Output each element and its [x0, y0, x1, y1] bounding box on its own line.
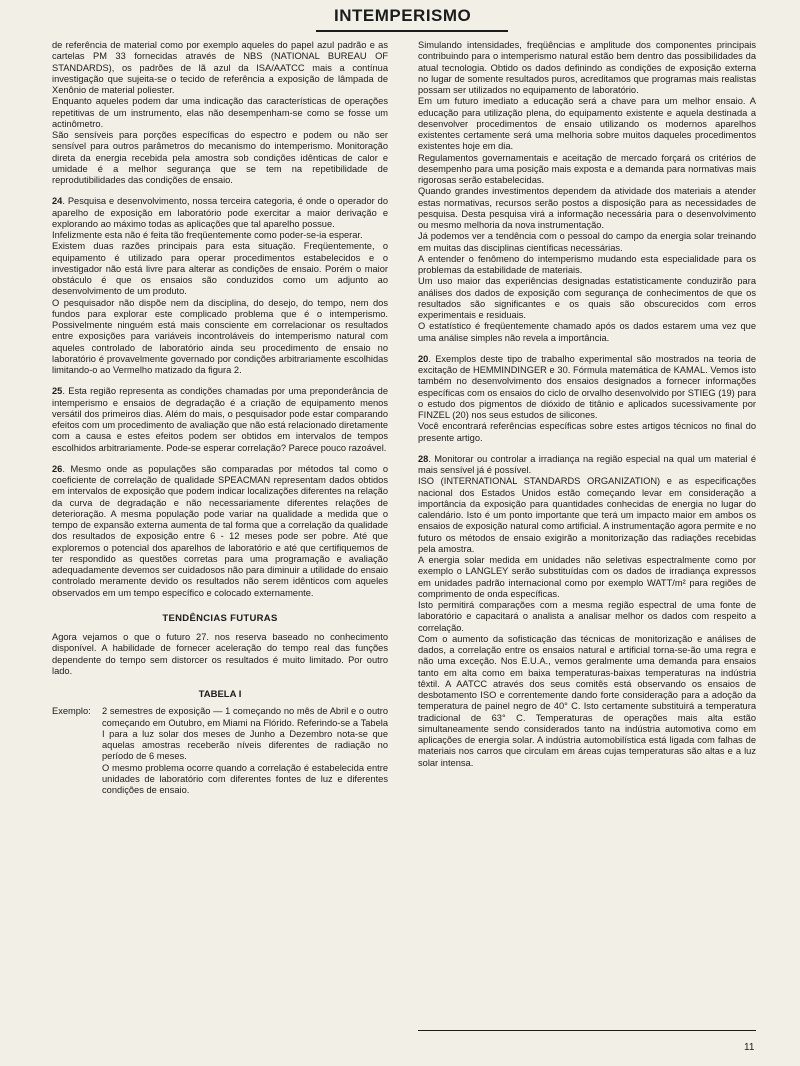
section-25-number: 25 — [52, 386, 63, 397]
header-rule — [316, 30, 508, 32]
section-28-paragraph-5: Com o aumento da sofisticação das técnicas de monitorização e análises de dados, a correlação entre os ensaios natural e artificial torna-se-ão uma regra e não uma exceção. Nos E.U.A., vemos geralmente uma demanda para ensaios tanto em alta como em baixa temperaturas-baixas temperaturas na indústria têxtil. A AATCC através dos seus comitês está observando os ensaios de desbotamento ISO e correntemente dando forte consideração para a adoção da temperatura de painel negro de 40° C. Isto certamente substituirá a temperatura tradicional de 63° C. Temperaturas de operações mais alta estão simultaneamente sendo considerados tanto na indústria automotiva como em aplicações de energia solar. A indústria automobilística está ligada com falhas de materiais nos carros que circulam em áreas cujas temperaturas são altas e a luz solar intensa. — [418, 633, 756, 768]
table-title: TABELA I — [198, 689, 242, 700]
left-paragraph-1: de referência de material como por exemplo aqueles do papel azul padrão e as cartelas PM 33 fornecidas através de NBS (NATIONAL BUREAU OF STANDARDS), os padrões de lã azul da ISA/AATCC mais a contínua investigação que sujeita-se o tecido de referência a exposição de lâmpada de Xenônio de material poliester. — [52, 40, 388, 95]
section-28-text: . Monitorar ou controlar a irradiança na região especial na qual um material é mais sensível já é possível. — [418, 453, 756, 475]
table-example-body — [102, 706, 388, 796]
section-20-text: . Exemplos deste tipo de trabalho experimental são mostrados na teoria de excitação de HEMMINDINGER e 30. Fórmula matemática de KAMAL. Vemos isto também no desenvolvimento dos ensaios designados a fornecer informações específicas com os ensaios do ciclo de orvalho desenvolvido por STIEG (19) para o estudo dos pigmentos de dióxido de titânio e aplicados sucessivamente por FINZEL (20) nos seus estudos de silicones. — [418, 353, 756, 420]
right-paragraph-5: Já podemos ver a tendência com o pessoal do campo da energia solar treinando em muitas das disciplinas científicas necessárias. — [418, 231, 756, 253]
future-paragraph: Agora vejamos o que o futuro 27. nos reserva baseado no conhecimento disponível. A habilidade de fornecer aceleração do tempo real das funções dependente do tempo sem distorcer os resultados é muito limitado. Por outro lado. — [52, 632, 388, 676]
section-20-number: 20 — [418, 353, 429, 364]
left-column — [52, 40, 388, 796]
table-example — [52, 706, 388, 796]
left-paragraph-2: Enquanto aqueles podem dar uma indicação das características de operações repetitivas de um instrumento, elas não desempenham-se como se fosse um actinômetro. — [52, 96, 388, 129]
section-25 — [52, 386, 388, 454]
footer-rule — [418, 1030, 756, 1031]
heading-future-trends: TENDÊNCIAS FUTURAS — [162, 612, 278, 624]
section-25-text: . Esta região representa as condições chamadas por uma preponderância de intemperismo e ensaios de degradação é a criação de equipamento menos versátil dos primeiros dias. Além do mais, o pesquisador pode estar comparando efeitos com um procedimento de avaliação que não está relacionado diretamente com a causa e estes efeitos podem ser obtidos em intervalos de tempos escolhidos arbitrariamente. Pode-se esperar correlação? Parece pouco razoável. — [52, 386, 388, 453]
section-24-paragraph-2: Infelizmente esta não é feita tão freqüentemente como poder-se-ia esperar. — [52, 230, 363, 240]
section-24-number: 24 — [52, 196, 63, 207]
section-26-number: 26 — [52, 463, 63, 474]
section-24 — [52, 196, 388, 230]
section-28-paragraph-3: A energia solar medida em unidades não seletivas espectralmente como por exemplo o LANGLEY serão substituídas com os dados de irradiança expressos em unidades padrão internacional como por exemplo WATT/m² para regiões de comprimento de onda específicas. — [418, 555, 756, 599]
table-example-paragraph-2: O mesmo problema ocorre quando a correlação é estabelecida entre unidades de laboratório com diferentes fontes de luz e diferentes condições de ensaio. — [102, 762, 388, 795]
table-example-paragraph-1: 2 semestres de exposição — 1 começando no mês de Abril e o outro começando em Outubro, em Miami na Flórido. Referindo-se a Tabela I para a luz solar dos meses de Junho a Dezembro nota-se que aquelas amostras receberão níveis diferentes de radiação no período de 6 meses. — [102, 706, 388, 762]
right-paragraph-2: Em um futuro imediato a educação será a chave para um melhor ensaio. A educação para utilização plena, do equipamento existente e aquela destinada a desenvolver procedimentos de ensaio utilizando os modernos aparelhos existentes certamente será uma melhoria sobre muitos daqueles procedimentos existentes hoje em dia. — [418, 96, 756, 152]
page-header — [0, 0, 800, 30]
right-paragraph-4: Quando grandes investimentos dependem da atividade dos materiais a atender estas normativas, recursos serão postos a disposição para as necessidades de pesquisa. Desta pesquisa virá a informação necessária para o desenvolvimento ou mesmo melhoria da nova instrumentação. — [418, 186, 756, 230]
section-20-paragraph-2: Você encontrará referências específicas sobre estes artigos técnicos no final do presente artigo. — [418, 421, 756, 443]
left-paragraph-3: São sensíveis para porções específicas do espectro e podem ou não ser sensível para outros parâmetros do mecanismo do intemperismo. Monitoração direta da energia recebida pela amostra sob condições idênticas de calor e umidade é a melhor segurança que se tem na repetibilidade de reprodutibilidades das condições de ensaio. — [52, 130, 388, 185]
section-24-paragraph-4: O pesquisador não dispõe nem da disciplina, do desejo, do tempo, nem dos fundos para explorar este complicado problema que é o intemperismo. Possivelmente ninguém está mais consciente em correlacionar os resultados entre exposições para variáveis incontroláveis do intemperismo natural com aqueles controlado de laboratório ainda seu procedimento de ensaio no laboratório é provavelmente governado por condições arbitrariamente escolhidas limitando-o ao Vermelho matizado da figura 2. — [52, 297, 388, 375]
section-20 — [418, 354, 756, 422]
right-paragraph-8: O estatístico é freqüentemente chamado após os dados estarem uma vez que uma análise simples não revela a importância. — [418, 321, 756, 343]
header-title: INTEMPERISMO — [334, 6, 472, 25]
right-column — [418, 40, 756, 769]
right-paragraph-6: A entender o fenômeno do intemperismo mudando esta especialidade para os problemas da estabilidade de materiais. — [418, 253, 756, 275]
table-example-label: Exemplo: — [52, 706, 91, 717]
right-paragraph-1: Simulando intensidades, freqüências e amplitude dos componentes principais contribuindo para o intemperismo natural estão bem dentro das possibilidades da atual tecnologia. Obtido os dados definindo as condições de exposição externa no lugar de somente resultados puros, acreditamos que programas mais realistas possam ser utilizados no equipamento de laboratório. — [418, 40, 756, 95]
section-24-text: . Pesquisa e desenvolvimento, nossa terceira categoria, é onde o operador do aparelho de exposição em laboratório pode exercitar a maior derivação e explorando ao máximo todas as aplicações que tal aparelho possue. — [52, 196, 388, 229]
section-28-paragraph-2: ISO (INTERNATIONAL STANDARDS ORGANIZATION) e as especificações nacional dos Estados Unidos estão começando levar em consideração a importância da exposição para quantidades conhecidas de energia no lugar do calendário. Isto é um ponto importante que terá um impacto maior em ambos os ensaios de exposição natural como artificial. A instrumentação agora permite e no futuro os métodos de ensaio exigirão a monitorização das radiações recebidas pela amostra. — [418, 476, 756, 554]
right-paragraph-3: Regulamentos governamentais e aceitação de mercado forçará os critérios de desempenho para uma posição mais exposta e a demanda para normativas mais rigorosas serão estabelecidas. — [418, 152, 756, 185]
section-28-paragraph-4: Isto permitirá comparações com a mesma região espectral de uma fonte de laboratório e capacitará o analista a analisar melhor os dados com respeito a correlação. — [418, 600, 756, 633]
section-28-number: 28 — [418, 453, 429, 464]
right-paragraph-7: Um uso maior das experiências designadas estatisticamente conduzirão para análises dos dados de exposição com segurança de conhecimentos de que os resultados são significantes e os quais são obscurecidos com erros experimentais e residuais. — [418, 276, 756, 320]
section-26-text: . Mesmo onde as populações são comparadas por métodos tal como o coeficiente de correlação de qualidade SPEACMAN representam dados obtidos em intervalos de exposição que podem indicar localizações diferentes na relação da curva de degradação e não necessariamente diferentes relações de deterioração. A mesma população pode variar na qualidade a medida que o tempo de expansão externa aumenta de tal forma que a correlação da qualidade dos resultados de exposição entre 6 - 12 meses pode ser pobre. Até que exploremos o potencial dos aparelhos de laboratório e até que certifiquemos de ter respondido as questões corretas para uma programação e avaliação adequadamente devemos ser cuidadosos não para diminuir a utilidade do ensaio controlado meramente devido os resultados não serem idênticos com aqueles observados em um tempo específico e colocado externamente. — [52, 463, 388, 598]
section-26 — [52, 464, 388, 599]
section-24-paragraph-3: Existem duas razões principais para esta situação. Freqüentemente, o equipamento é utilizado para operar procedimentos estabelecidos e o investigador não está livre para alterar as condições de ensaio. Porém o maior obstáculo é que os ensaios são conduzidos como um adjunto ao desenvolvimento de um produto. — [52, 241, 388, 297]
section-28 — [418, 454, 756, 477]
page-number: 11 — [744, 1042, 755, 1053]
